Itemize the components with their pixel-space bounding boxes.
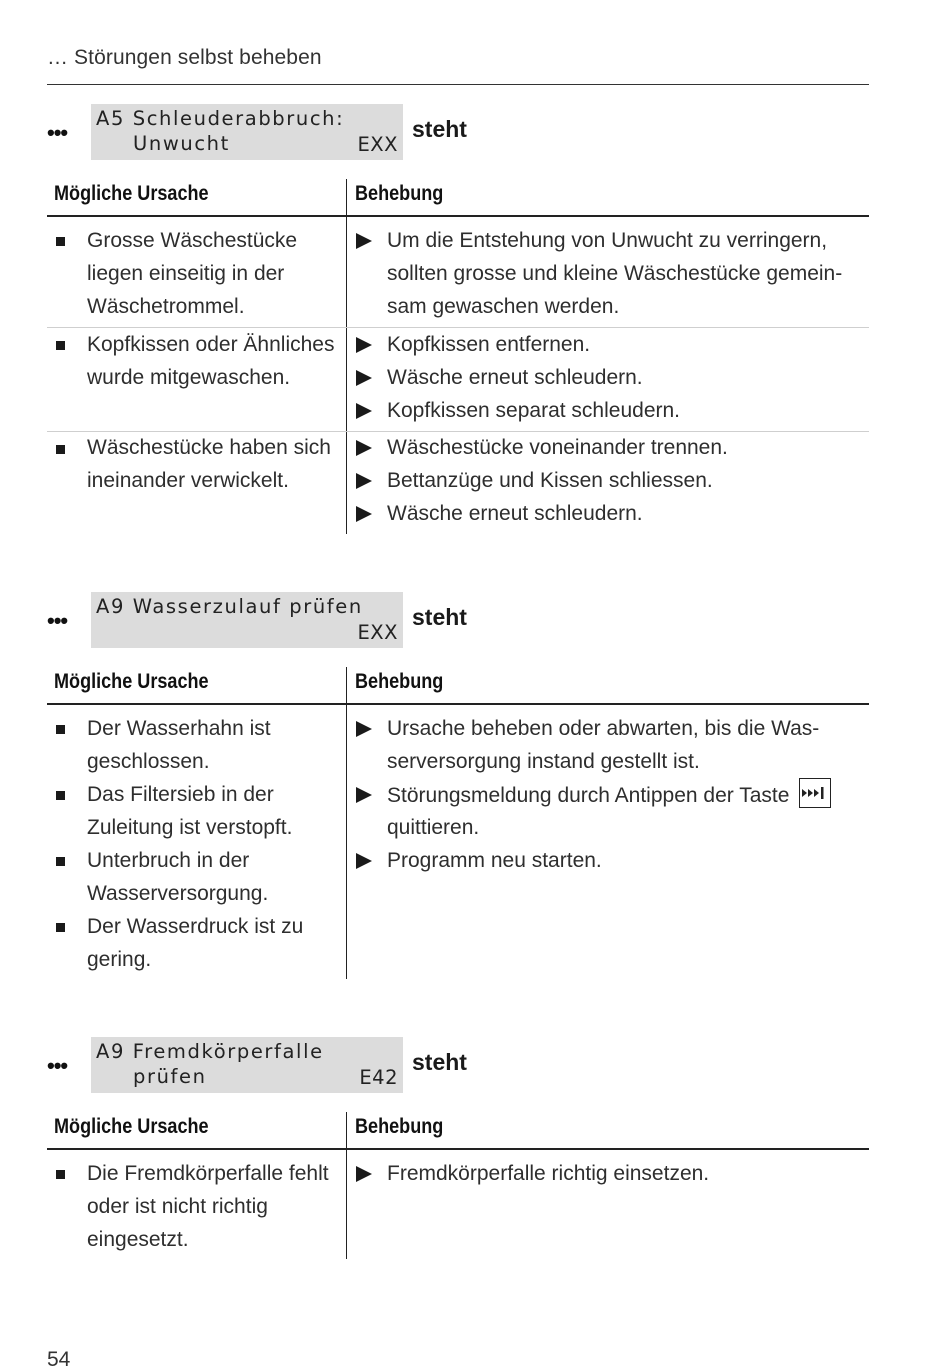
status-label: steht [412,604,467,630]
display-code: E42 [359,1066,398,1089]
arrow-icon [356,721,372,737]
display-line-1: A9 Wasserzulauf prüfen [96,595,363,618]
status-label: steht [412,1049,467,1075]
fix-text: Kopfkissen separat schleudern. [387,399,681,422]
display-code: EXX [357,621,398,644]
arrow-icon [356,370,372,386]
fix-text: Wäschestücke voneinander trennen. [387,436,728,459]
table-header [47,179,869,217]
fix-text: Kopfkissen entfernen. [387,333,591,356]
dots-marker: ••• [47,608,68,633]
bullet-icon [56,791,65,800]
table-header [47,1112,869,1150]
arrow-icon [356,473,372,489]
display-panel [91,104,403,160]
arrow-icon [356,853,372,869]
cause-text: Wäschestücke haben sich ineinander verwickelt. [87,436,331,492]
fix-text: Fremdkörperfalle richtig einsetzen. [387,1162,710,1185]
display-line-2: Unwucht [133,132,230,155]
bullet-icon [56,725,65,734]
col-fix-header: Behebung [355,670,444,693]
display-line-1: A9 Fremdkörperfalle [96,1040,324,1063]
cause-text: Unterbruch in der Wasserversorgung. [87,849,269,905]
cause-text: Der Wasserhahn ist geschlossen. [87,717,271,773]
bullet-icon [56,445,65,454]
page-header [47,46,869,85]
arrow-icon [356,440,372,456]
cause-text: Kopfkissen oder Ähnliches wurde mitgewaschen. [87,333,335,389]
page-number: 54 [47,1348,71,1366]
page-header-title: … Störungen selbst beheben [47,46,322,69]
column-divider [346,179,347,534]
arrow-icon [356,403,372,419]
arrow-icon [356,506,372,522]
col-fix-header: Behebung [355,182,444,205]
skip-forward-key-icon [799,778,831,808]
bullet-icon [56,341,65,350]
dots-marker: ••• [47,120,68,145]
arrow-icon [356,233,372,249]
cause-text: Grosse Wäschestücke liegen einseitig in der Wäschetrommel. [87,229,298,318]
bullet-icon [56,237,65,246]
cause-text: Die Fremdkörperfalle fehlt oder ist nicht richtig eingesetzt. [87,1162,329,1251]
bullet-icon [56,1170,65,1179]
cause-text: Der Wasserdruck ist zu gering. [87,915,304,971]
display-line-2: prüfen [133,1065,207,1088]
fix-text: Wäsche erneut schleudern. [387,502,643,525]
arrow-icon [356,1166,372,1182]
col-cause-header: Mögliche Ursache [54,670,209,693]
dots-marker: ••• [47,1053,68,1078]
table-header [47,667,869,705]
display-panel [91,592,403,648]
cause-text: Das Filtersieb in der Zuleitung ist verstopft. [87,783,293,839]
display-line-1: A5 Schleuderabbruch: [96,107,345,130]
column-divider [346,1112,347,1259]
arrow-icon [356,337,372,353]
fix-text: Störungsmeldung durch Antippen der Taste [387,784,790,807]
display-panel [91,1037,403,1093]
col-fix-header: Behebung [355,1115,444,1138]
col-cause-header: Mögliche Ursache [54,182,209,205]
fix-text: Wäsche erneut schleudern. [387,366,643,389]
bullet-icon [56,857,65,866]
fix-text: Um die Entstehung von Unwucht zu verringern, sollten grosse und kleine Wäschestücke gemein-sam gewaschen werden. [387,229,843,318]
fix-text: quittieren. [387,816,480,839]
arrow-icon [356,787,372,803]
column-divider [346,667,347,979]
col-cause-header: Mögliche Ursache [54,1115,209,1138]
display-code: EXX [357,133,398,156]
fix-text: Programm neu starten. [387,849,602,872]
status-label: steht [412,116,467,142]
fix-text: Bettanzüge und Kissen schliessen. [387,469,713,492]
fix-text-with-key [387,778,867,812]
fix-text: Ursache beheben oder abwarten, bis die Was-serversorgung instand gestellt ist. [387,717,820,773]
bullet-icon [56,923,65,932]
